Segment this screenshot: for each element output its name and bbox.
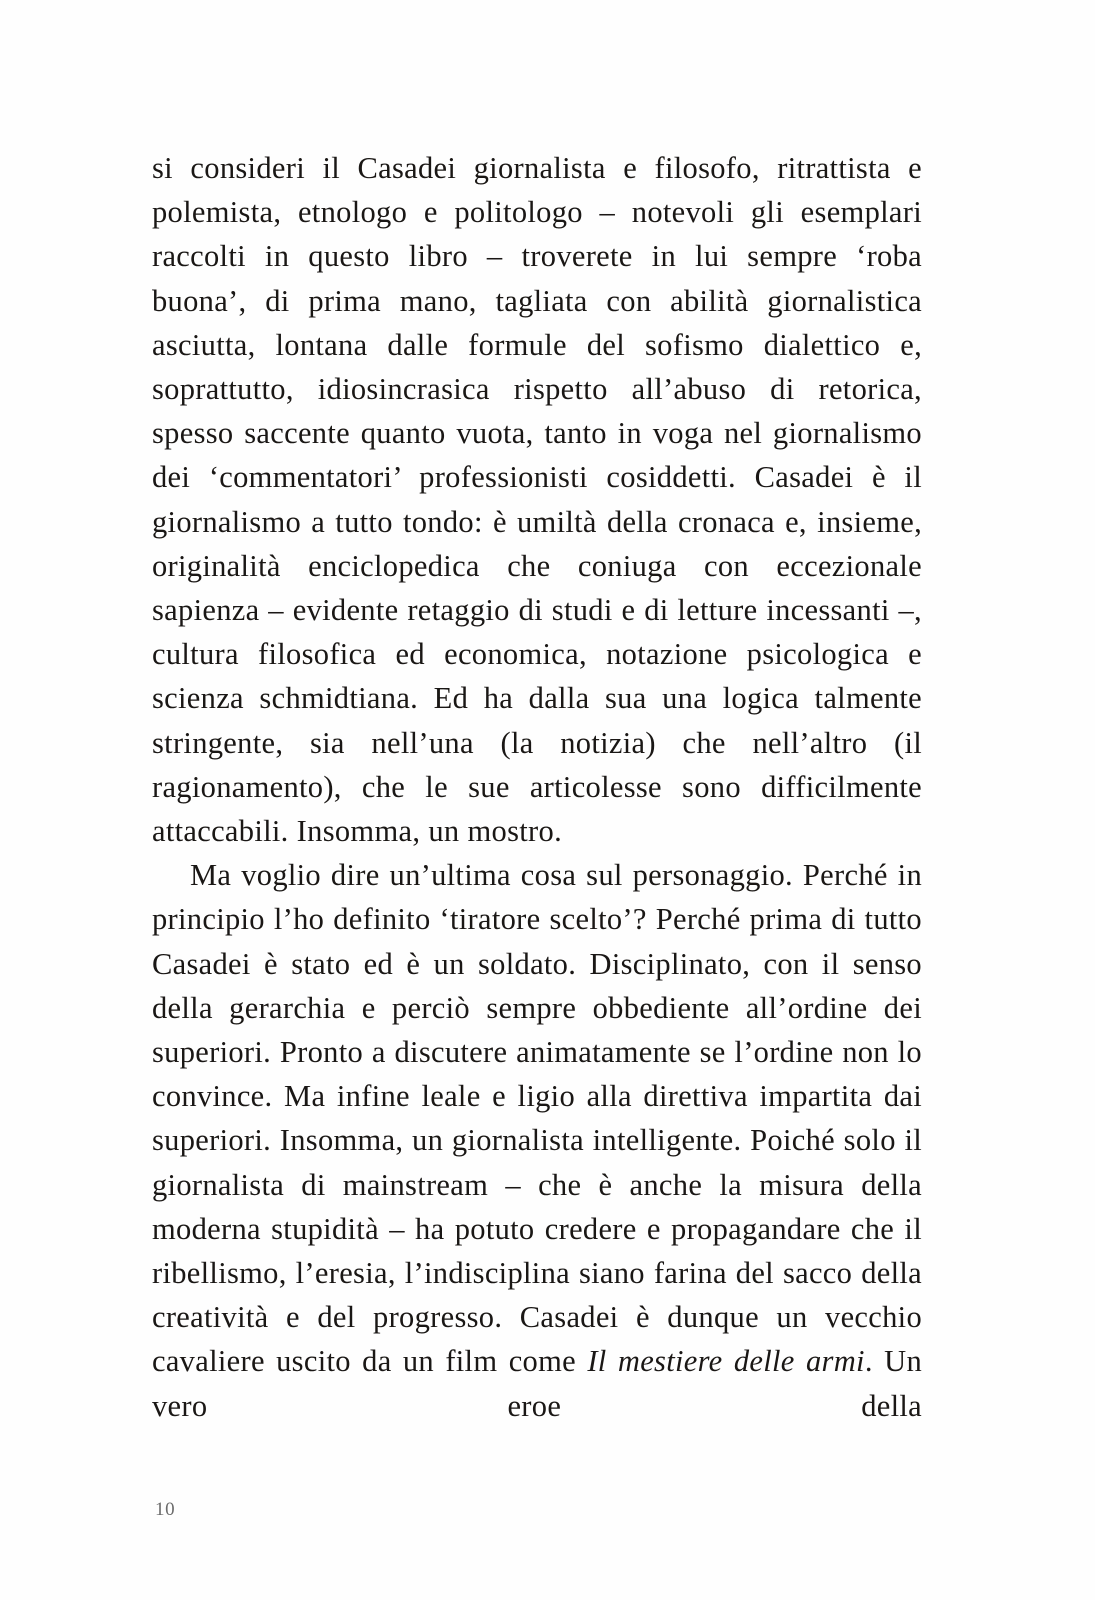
body-paragraph-2 <box>152 853 922 1428</box>
page-number-folio: 10 <box>155 1499 176 1520</box>
body-paragraph-1: si consideri il Casadei giornalista e filosofo, ritrattista e polemista, etnologo e politologo – notevoli gli esemplari raccolti in questo libro – troverete in lui sempre ‘roba buona’, di prima mano, tagliata con abilità giornalistica asciutta, lontana dalle formule del sofismo dialettico e, soprattutto, idiosincrasica rispetto all’abuso di retorica, spesso saccente quanto vuota, tanto in voga nel giornalismo dei ‘commentatori’ professionisti cosiddetti. Casadei è il giornalismo a tutto tondo: è umiltà della cronaca e, insieme, originalità enciclopedica che coniuga con eccezionale sapienza – evidente retaggio di studi e di letture incessanti –, cultura filosofica ed economica, notazione psicologica e scienza schmidtiana. Ed ha dalla sua una logica talmente stringente, sia nell’una (la notizia) che nell’altro (il ragionamento), che le sue articolesse sono difficilmente attaccabili. Insomma, un mostro. <box>152 151 922 849</box>
film-title-italic: Il mestiere delle armi <box>587 1344 865 1379</box>
paragraph-2-text-after-title: . Un vero eroe della <box>152 1344 922 1423</box>
paragraph-2-text-before-title: Ma voglio dire un’ultima cosa sul personaggio. Perché in principio l’ho definito ‘tiratore scelto’? Perché prima di tutto Casadei è stato ed è un soldato. Disciplinato, con il senso della gerarchia e perciò sempre obbediente all’ordine dei superiori. Pronto a discutere animatamente se l’ordine non lo convince. Ma infine leale e ligio alla direttiva impartita dai superiori. Insomma, un giornalista intelligente. Poiché solo il giornalista di mainstream – che è anche la misura della moderna stupidità – ha potuto credere e propagandare che il ribellismo, l’eresia, l’indisciplina siano farina del sacco della creatività e del progresso. Casadei è dunque un vecchio cavaliere uscito da un film come <box>152 858 922 1379</box>
page-text-block <box>152 146 922 1428</box>
